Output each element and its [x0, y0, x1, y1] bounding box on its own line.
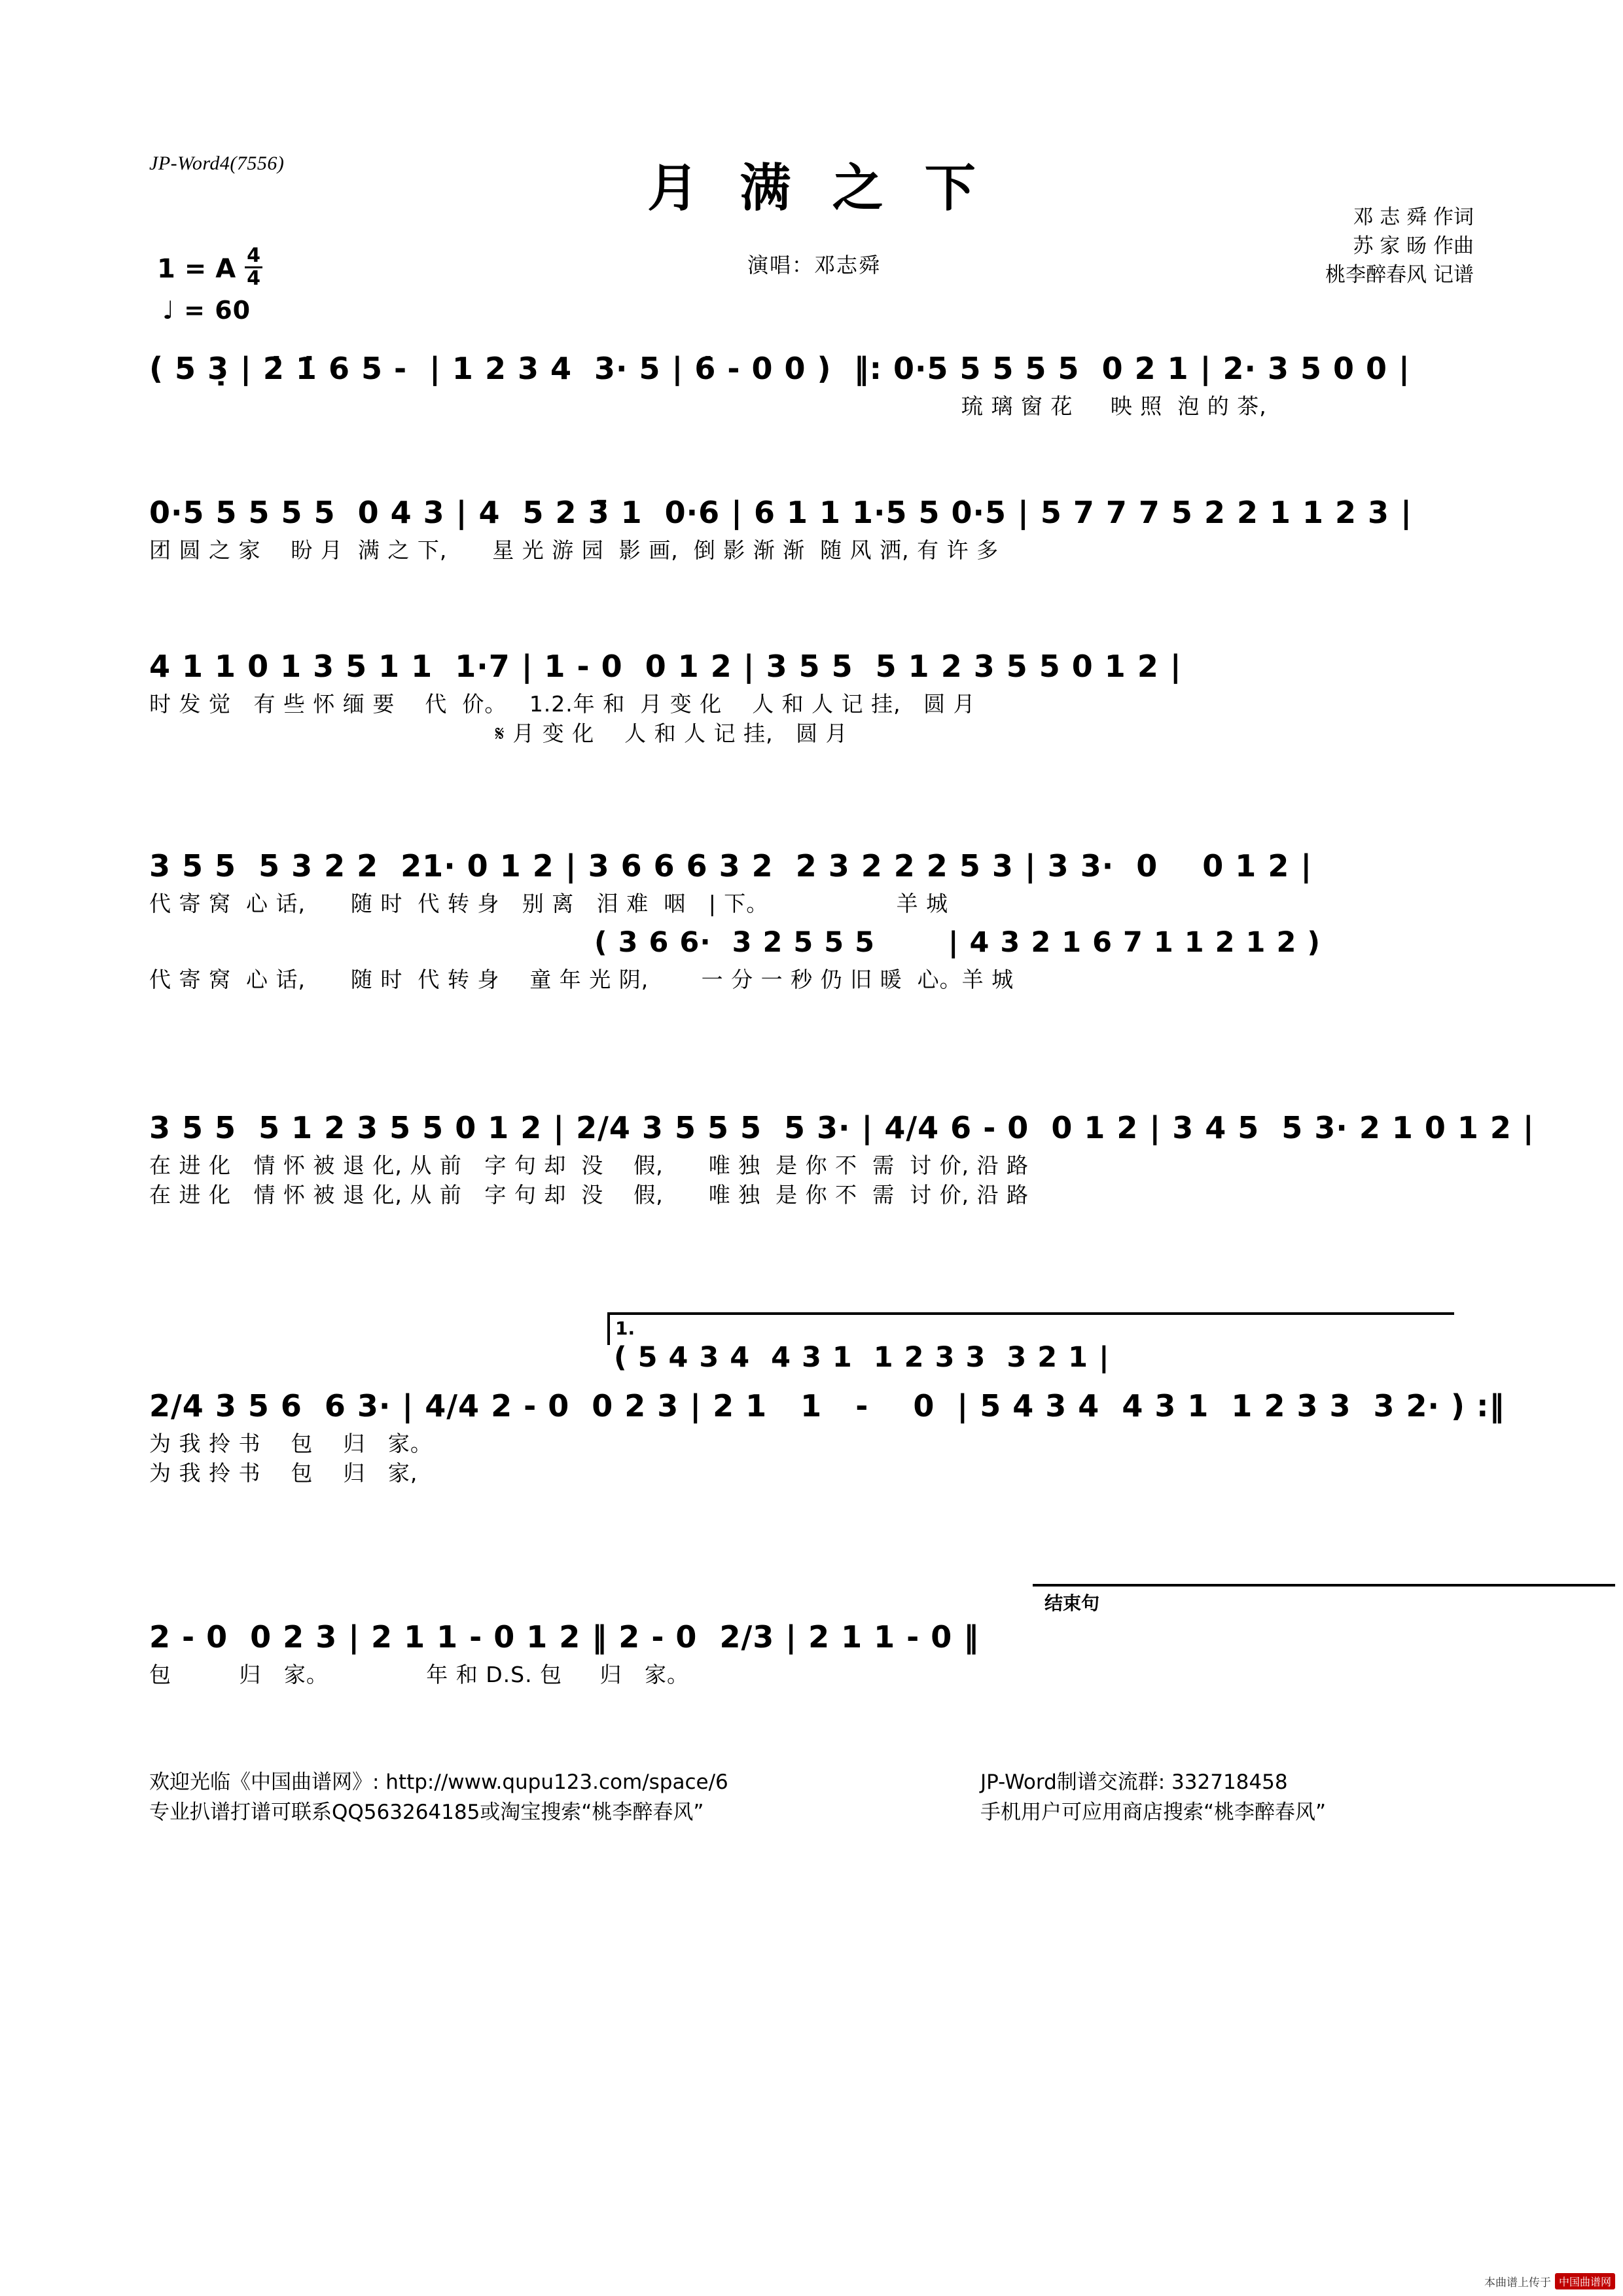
credit-composer: 苏 家 旸 作曲	[1353, 234, 1474, 258]
lyric-line: 在 进 化 情 怀 被 退 化, 从 前 字 句 却 没 假, 唯 独 是 你 不 需 讨 价, 沿 路	[149, 1153, 1029, 1178]
tempo-marking: ♩ = 60	[162, 296, 251, 325]
time-signature	[245, 246, 262, 289]
lyric-line-alt: 为 我 拎 书 包 归 家,	[149, 1460, 418, 1486]
notation-line: 3 5 5 5 3 2 2 21· 0 1 2 | 3 6 6 6 3 2 2 3 2 2 2 5 3 | 3 3· 0 0 1 2 |	[149, 848, 1313, 884]
lyric-line: 为 我 拎 书 包 归 家。	[149, 1431, 433, 1456]
notation-line-ending: ( 5 4 3 4 4 3 1 1 2 3 3 3 2 1 |	[614, 1341, 1110, 1374]
lyric-line: 琉 璃 窗 花 映 照 泡 的 茶,	[149, 393, 1267, 419]
key-label: 1 = A	[157, 253, 236, 284]
credit-lyricist: 邓 志 舜 作词	[1353, 206, 1474, 229]
lyric-line: 时 发 觉 有 些 怀 缅 要 代 价。 1.2.年 和 月 变 化 人 和 人 记 挂, 圆 月	[149, 691, 976, 717]
singer-line: 演唱：邓志舜	[747, 253, 881, 278]
lyric-line-alt: 代 寄 窝 心 话, 随 时 代 转 身 童 年 光 阴, 一 分 一 秒 仍 旧 暖 心。羊 城	[149, 967, 1014, 993]
notation-line: 4 1 1 0 1 3 5 1 1 1·7 | 1 - 0 0 1 2 | 3 5 5 5 1 2 3 5 5 0 1 2 |	[149, 649, 1182, 684]
watermark-badge: 中国曲谱网	[1555, 2273, 1615, 2289]
notation-line-alt: ( 3 6 6· 3 2 5 5 5 | 4 3 2 1 6 7 1 1 2 1 2 )	[594, 926, 1321, 960]
lyric-line: 团 圆 之 家 盼 月 满 之 下, 星 光 游 园 影 画, 倒 影 渐 渐 随 风 洒, 有 许 多	[149, 537, 999, 563]
score-system-6	[149, 1312, 1505, 1487]
first-ending-bracket	[607, 1312, 1454, 1345]
footer-group-line: JP-Word制谱交流群: 332718458	[980, 1770, 1288, 1794]
notation-line: 2 - 0 0 2 3 | 2 1 1 - 0 1 2 ‖ 2 - 0 2/3 | 2 1 1 - 0 ‖	[149, 1619, 980, 1655]
coda-label: 结束句	[1044, 1592, 1100, 1614]
footer-left	[149, 1767, 728, 1827]
notation-line: 2/4 3 5 6 6 3· | 4/4 2 - 0 0 2 3 | 2 1 1 - 0 | 5 4 3 4 4 3 1 1 2 3 3 3 2· ) :‖	[149, 1388, 1505, 1424]
key-signature	[157, 244, 262, 290]
footer-app-line: 手机用户可应用商店搜索“桃李醉春风”	[980, 1801, 1327, 1824]
score-system-4	[149, 848, 1474, 994]
first-ending-label: 1.	[615, 1318, 635, 1339]
jp-word-code: JP-Word4(7556)	[149, 152, 285, 174]
lyric-line: 代 寄 窝 心 话, 随 时 代 转 身 别 离 泪 难 咽 | 下。 羊 城	[149, 891, 949, 916]
lyric-line-alt: 𝄋 月 变 化 人 和 人 记 挂, 圆 月	[149, 721, 848, 747]
notation-line: 0·5 5 5 5 5 0 4 3 | 4 5 2 3̄ 1 0·6 | 6 1 1 1·5 5 0·5 | 5 7 7 7 5 2 2 1 1 2 3 |	[149, 495, 1412, 530]
lyric-line: 包 归 家。 年 和 D.S. 包 归 家。	[149, 1662, 689, 1687]
score-system-5	[149, 1110, 1535, 1209]
page-title: 月 满 之 下	[647, 159, 988, 218]
time-signature-denominator: 4	[247, 267, 261, 290]
credit-transcriber: 桃李醉春风 记谱	[1325, 263, 1474, 287]
watermark-text: 本曲谱上传于	[1484, 2276, 1551, 2289]
watermark	[1484, 2273, 1615, 2289]
notation-line: ( 5 3̣ | 2̇ 1̇ 6 5 - | 1 2 3 4 3· 5 | 6̇ - 0 0 ) ‖: 0·5 5 5 5 5 0 2 1 | 2· 3 5 0 0 |	[149, 351, 1410, 386]
score-system-7	[149, 1584, 1474, 1688]
score-system-2	[149, 497, 1474, 564]
time-signature-numerator: 4	[245, 246, 262, 268]
footer-site-line: 欢迎光临《中国曲谱网》: http://www.qupu123.com/space/6	[149, 1770, 728, 1794]
score-system-1	[149, 353, 1474, 420]
notation-line: 3 5 5 5 1 2 3 5 5 0 1 2 | 2/4 3 5 5 5 5 3· | 4/4 6 - 0 0 1 2 | 3 4 5 5 3· 2 1 0 1 2 |	[149, 1110, 1535, 1145]
score-system-3	[149, 651, 1474, 747]
coda-bracket	[1033, 1584, 1615, 1617]
lyric-line-alt: 在 进 化 情 怀 被 退 化, 从 前 字 句 却 没 假, 唯 独 是 你 不 需 讨 价, 沿 路	[149, 1182, 1029, 1208]
credits-block	[1325, 203, 1474, 289]
footer-contact-line: 专业扒谱打谱可联系QQ563264185或淘宝搜索“桃李醉春风”	[149, 1801, 704, 1824]
footer-right	[980, 1767, 1326, 1827]
